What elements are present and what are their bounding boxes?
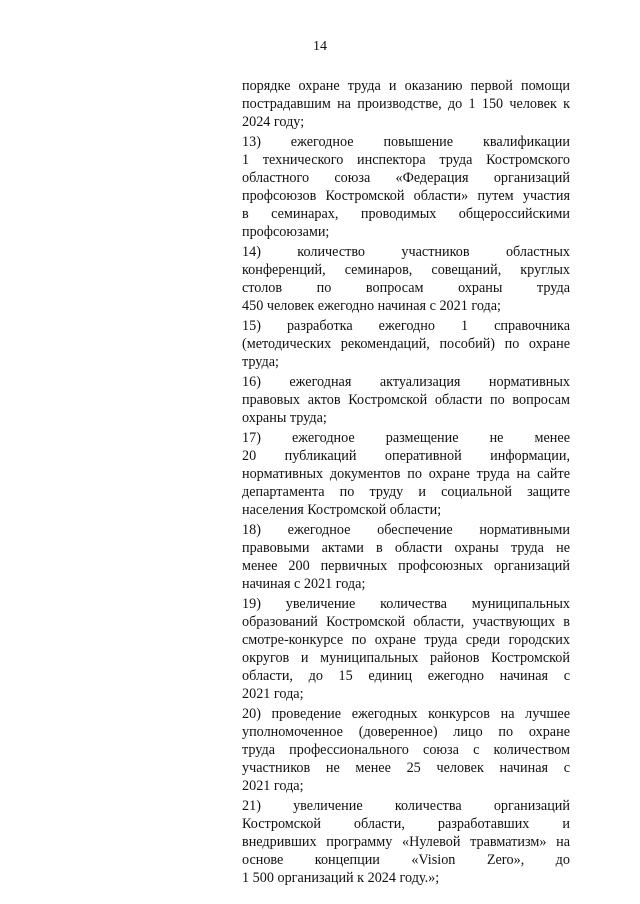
text-line: правовых актов Костромской области по вопросам <box>242 392 570 408</box>
text-line: 17) ежегодное размещение не менее <box>242 430 570 446</box>
text-line: менее 200 первичных профсоюзных организаций <box>242 558 570 574</box>
text-line: 1 500 организаций к 2024 году.»; <box>242 870 440 886</box>
text-line: 20) проведение ежегодных конкурсов на лучшее <box>242 706 570 722</box>
text-line: нормативных документов по охране труда на сайте <box>242 466 570 482</box>
list-item-16 <box>242 373 570 427</box>
text-line: правовыми актами в области охраны труда не <box>242 540 570 556</box>
text-line: в семинарах, проводимых общероссийскими <box>242 206 570 222</box>
text-line: области, до 15 единиц ежегодно начиная с <box>242 668 570 684</box>
text-line: уполномоченное (доверенное) лицо по охране <box>242 724 570 740</box>
text-line: (методических рекомендаций, пособий) по охране <box>242 336 570 352</box>
document-body <box>242 77 570 889</box>
text-line: пострадавшим на производстве, до 1 150 человек к <box>242 96 570 112</box>
list-item-20 <box>242 705 570 795</box>
text-line: труда профессионального союза с количеством <box>242 742 570 758</box>
list-item-19 <box>242 595 570 703</box>
text-line: 450 человек ежегодно начиная с 2021 года; <box>242 298 501 314</box>
text-line: 19) увеличение количества муниципальных <box>242 596 570 612</box>
text-line: 14) количество участников областных <box>242 244 570 260</box>
text-line: труда; <box>242 354 279 370</box>
text-line: охраны труда; <box>242 410 327 426</box>
text-line: внедривших программу «Нулевой травматизм» на <box>242 834 570 850</box>
list-item-14 <box>242 243 570 315</box>
list-item-18 <box>242 521 570 593</box>
text-line: 1 технического инспектора труда Костромского <box>242 152 570 168</box>
text-line: основе концепции «Vision Zero», до <box>242 852 570 868</box>
text-line: 2021 года; <box>242 778 304 794</box>
text-line: участников не менее 25 человек начиная с <box>242 760 570 776</box>
text-line: 18) ежегодное обеспечение нормативными <box>242 522 570 538</box>
list-item-15 <box>242 317 570 371</box>
list-item-13 <box>242 133 570 241</box>
list-item-17 <box>242 429 570 519</box>
text-line: профсоюзами; <box>242 224 330 240</box>
text-line: 2024 году; <box>242 114 305 130</box>
text-line: 15) разработка ежегодно 1 справочника <box>242 318 570 334</box>
text-line: конференций, семинаров, совещаний, круглых <box>242 262 570 278</box>
page-number: 14 <box>313 39 327 54</box>
list-item-21 <box>242 797 570 887</box>
text-line: областного союза «Федерация организаций <box>242 170 570 186</box>
text-line: Костромской области, разработавших и <box>242 816 570 832</box>
text-line: департамента по труду и социальной защите <box>242 484 570 500</box>
text-line: образований Костромской области, участвующих в <box>242 614 570 630</box>
text-line: начиная с 2021 года; <box>242 576 366 592</box>
text-line: столов по вопросам охраны труда <box>242 280 570 296</box>
text-line: смотре-конкурсе по охране труда среди городских <box>242 632 570 648</box>
paragraph-continuation <box>242 77 570 131</box>
text-line: округов и муниципальных районов Костромской <box>242 650 570 666</box>
text-line: 13) ежегодное повышение квалификации <box>242 134 570 150</box>
text-line: 16) ежегодная актуализация нормативных <box>242 374 570 390</box>
text-line: населения Костромской области; <box>242 502 442 518</box>
text-line: профсоюзов Костромской области» путем участия <box>242 188 570 204</box>
text-line: 21) увеличение количества организаций <box>242 798 570 814</box>
text-line: порядке охране труда и оказанию первой помощи <box>242 78 570 94</box>
text-line: 2021 года; <box>242 686 304 702</box>
text-line: 20 публикаций оперативной информации, <box>242 448 570 464</box>
